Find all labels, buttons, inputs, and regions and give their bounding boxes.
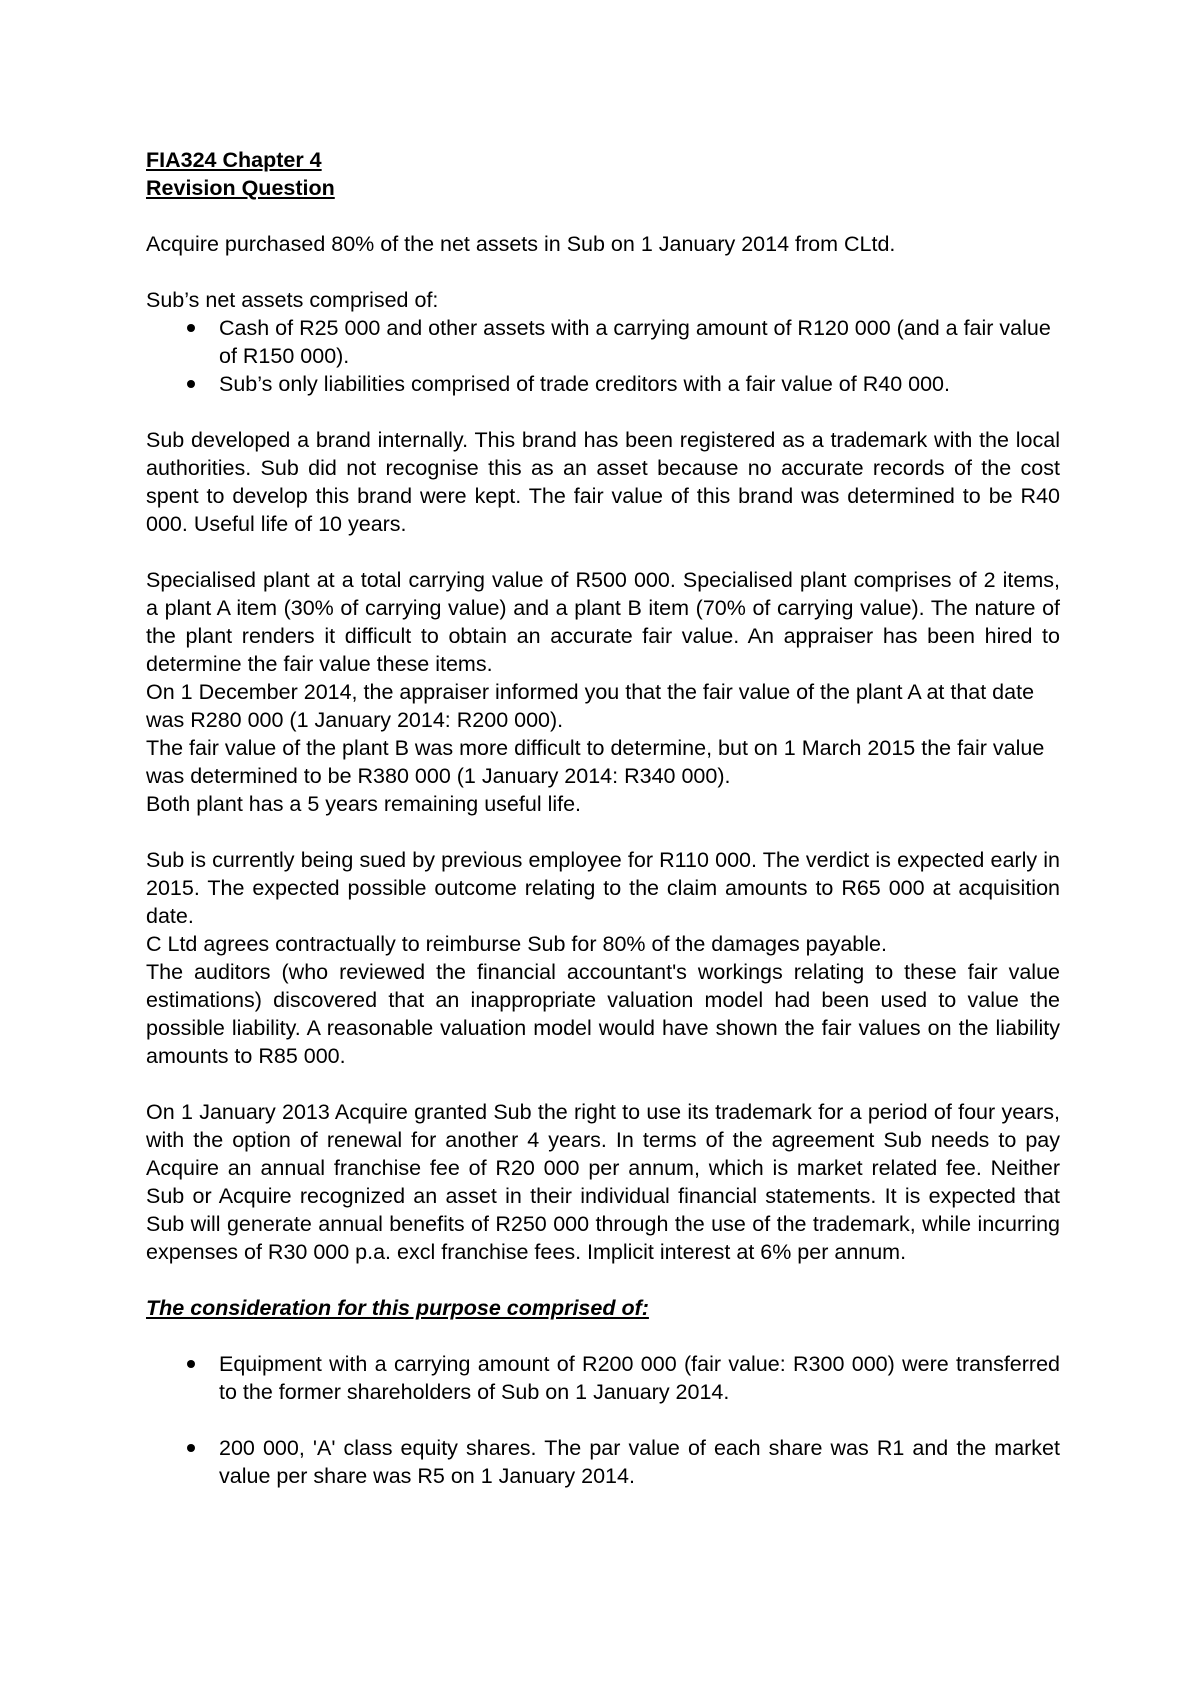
bullet-icon [187,324,195,332]
list-item [146,314,1060,370]
list-item [146,370,1060,398]
net-assets-list [146,314,1060,398]
trademark-paragraph: On 1 January 2013 Acquire granted Sub the right to use its trademark for a period of four years, with the option of renewal for another 4 years. In terms of the agreement Sub needs to pay Acquire an annual franchise fee of R20 000 per annum, which is market related fee. Neither Sub or Acquire recognized an asset in their individual financial statements. It is expected that Sub will generate annual benefits of R250 000 through the use of the trademark, while incurring expenses of R30 000 p.a. excl franchise fees. Implicit interest at 6% per annum. [146,1100,1060,1264]
list-item-text: Sub’s only liabilities comprised of trade creditors with a fair value of R40 000. [219,372,950,396]
plant-b-paragraph: The fair value of the plant B was more difficult to determine, but on 1 March 2015 the fair value was determined to be R380 000 (1 January 2014: R340 000). [146,736,1045,788]
auditors-paragraph: The auditors (who reviewed the financial accountant's workings relating to these fair value estimations) discovered that an inappropriate valuation model had been used to value the possible liability. A reasonable valuation model would have shown the fair values on the liability amounts to R85 000. [146,960,1060,1068]
bullet-icon [187,1444,195,1452]
brand-paragraph: Sub developed a brand internally. This brand has been registered as a trademark with the local authorities. Sub did not recognise this as an asset because no accurate records of the cost spent to develop this brand were kept. The fair value of this brand was determined to be R40 000. Useful life of 10 years. [146,428,1060,536]
plant-paragraph: Specialised plant at a total carrying value of R500 000. Specialised plant comprises of 2 items, a plant A item (30% of carrying value) and a plant B item (70% of carrying value). The nature of the plant renders it difficult to obtain an accurate fair value. An appraiser has been hired to determine the fair value these items. [146,568,1060,676]
plant-a-paragraph: On 1 December 2014, the appraiser informed you that the fair value of the plant A at that date was R280 000 (1 January 2014: R200 000). [146,680,1035,732]
plant-life-paragraph: Both plant has a 5 years remaining useful life. [146,792,582,816]
list-item-text: Cash of R25 000 and other assets with a carrying amount of R120 000 (and a fair value of R150 000). [219,316,1051,368]
consideration-heading: The consideration for this purpose comprised of: [146,1296,649,1320]
list-item-text: Equipment with a carrying amount of R200 000 (fair value: R300 000) were transferred to the former shareholders of Sub on 1 January 2014. [219,1352,1060,1404]
document-title: FIA324 Chapter 4 [146,148,322,172]
list-item [146,1350,1060,1406]
lawsuit-paragraph: Sub is currently being sued by previous employee for R110 000. The verdict is expected early in 2015. The expected possible outcome relating to the claim amounts to R65 000 at acquisition date. [146,848,1060,928]
list-item [146,1434,1060,1490]
intro-paragraph: Acquire purchased 80% of the net assets in Sub on 1 January 2014 from CLtd. [146,232,896,256]
document-content [146,146,1060,1490]
document-subtitle: Revision Question [146,176,335,200]
reimbursement-paragraph: C Ltd agrees contractually to reimburse Sub for 80% of the damages payable. [146,932,887,956]
net-assets-heading: Sub’s net assets comprised of: [146,288,439,312]
list-item-text: 200 000, 'A' class equity shares. The par value of each share was R1 and the market value per share was R5 on 1 January 2014. [219,1436,1060,1488]
bullet-icon [187,1360,195,1368]
bullet-icon [187,380,195,388]
consideration-list [146,1350,1060,1490]
